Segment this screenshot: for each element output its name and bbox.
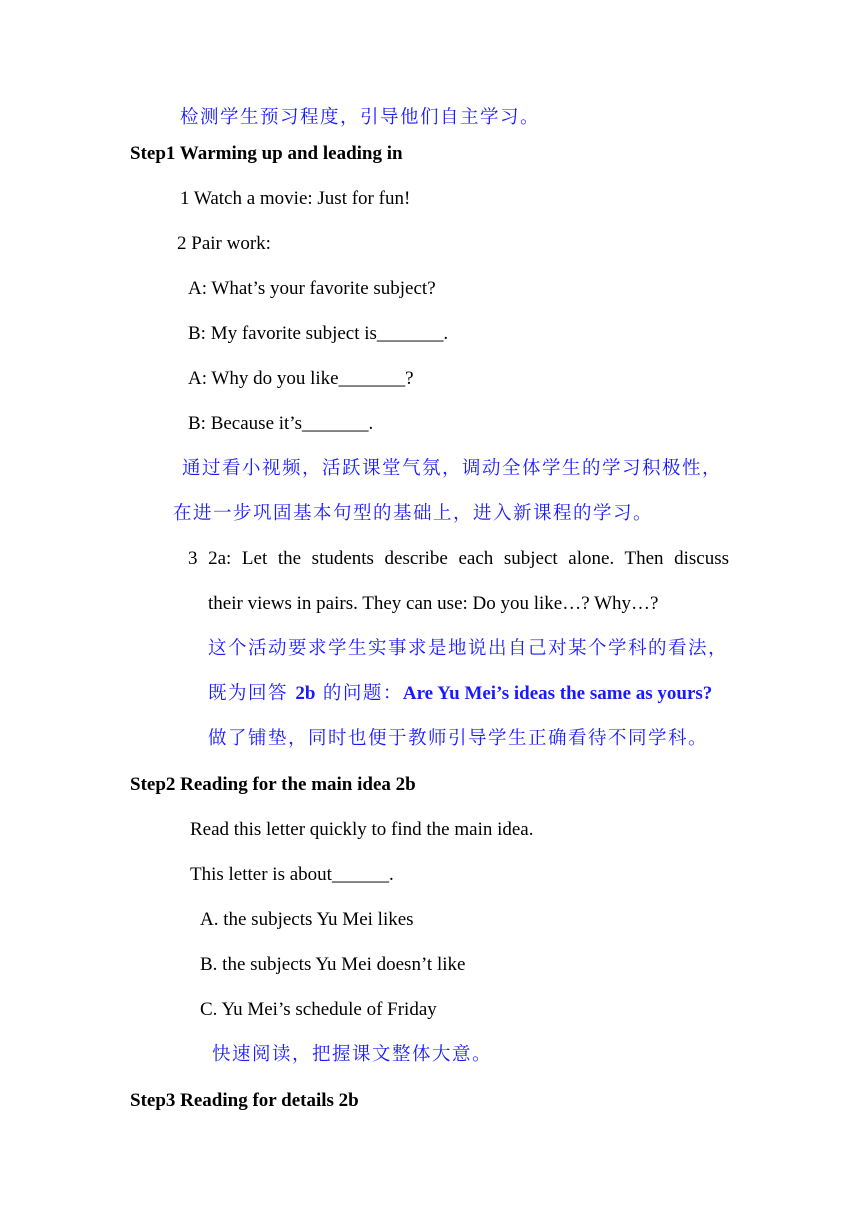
dialog-line-2: B: My favorite subject is_______. [188,323,449,344]
step2-instruction: Read this letter quickly to find the main idea. [190,819,534,840]
step2-note: 快速阅读，把握课文整体大意。 [212,1044,493,1065]
step1-note3-line-2: 既为回答 2b 的问题：Are Yu Mei’s ideas the same as yours? [208,683,713,704]
step1-note3-line-3: 做了铺垫，同时也便于教师引导学生正确看待不同学科。 [208,728,709,749]
step2-question: This letter is about______. [190,864,394,885]
option-b: B. the subjects Yu Mei doesn’t like [200,954,466,975]
dialog-line-1: A: What’s your favorite subject? [188,278,436,299]
option-c: C. Yu Mei’s schedule of Friday [200,999,437,1020]
step1-item-3-line-2: their views in pairs. They can use: Do you like…? Why…? [208,593,659,614]
dialog-line-4: B: Because it’s_______. [188,413,374,434]
dialog-line-3: A: Why do you like_______? [188,368,414,389]
step1-item-3-line-1: 3 2a: Let the students describe each subject alone. Then discuss [188,548,729,569]
step1-note-line-2: 在进一步巩固基本句型的基础上，进入新课程的学习。 [173,503,654,524]
option-a: A. the subjects Yu Mei likes [200,909,414,930]
step1-heading: Step1 Warming up and leading in [130,143,403,164]
step1-item-1: 1 Watch a movie: Just for fun! [180,188,411,209]
intro-note: 检测学生预习程度，引导他们自主学习。 [180,107,541,128]
step1-note3-line-1: 这个活动要求学生实事求是地说出自己对某个学科的看法， [208,638,729,659]
step2-heading: Step2 Reading for the main idea 2b [130,774,416,795]
step3-heading: Step3 Reading for details 2b [130,1090,359,1111]
step1-note-line-1: 通过看小视频，活跃课堂气氛，调动全体学生的学习积极性， [182,458,723,479]
step1-item-2: 2 Pair work: [177,233,271,254]
